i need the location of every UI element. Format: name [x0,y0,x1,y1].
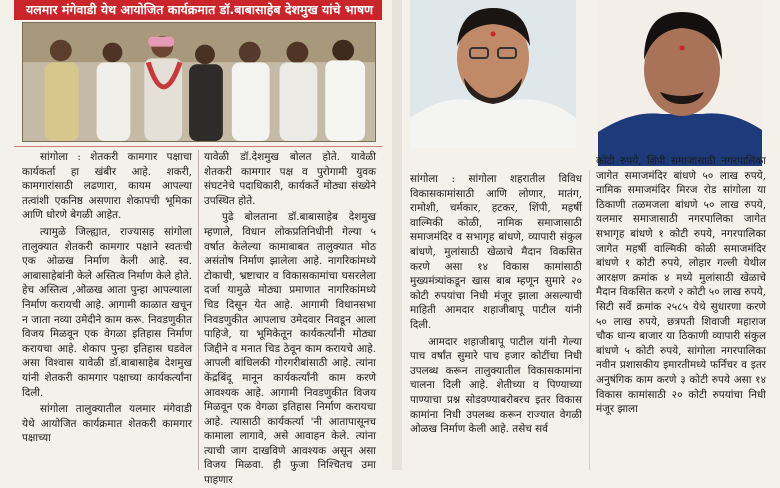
portrait-photo-1 [410,0,576,148]
paragraph: पुढे बोलताना डॉ.बाबासाहेब देशमुख म्हणाले, विधान लोकप्रतिनिधीनी गेल्या ५ वर्षात केलेल्या कामाबाबत तालुक्यात मोठ असंतोष निर्माण झालेला आहे. नागरिकांमध्ये टोकाची, भ्रष्टाचार व विकासकामांचा घसरलेला दर्जा यामुळे मोठ्या प्रमाणात नागरिकांमध्ये चिड दिसून येत आहे. आगामी विधानसभा निवडणुकीत आपलाच उमेदवार निवडून आला पाहिजे, या भूमिकेतून कार्यकर्त्यांनी मोठ्या जिद्दीने व मनात चिड ठेवून काम करायचे आहे. आपली बांधिलकी गोरगरीबांसाठी आहे. त्यांना केंद्रबिंदू मानून कार्यकर्त्यांनी काम करणे आवश्यक आहे. आगामी निवडणुकीत विजय मिळवून एक वेगळा इतिहास निर्माण करायचा आहे. त्यासाठी कार्यकर्त्या 'नी आतापासूनच कामाला लागावे, असे आवाहन केले. त्यांना त्याची जाग दाखविणे आवश्यक असून असा विजय मिळवा. ही फुजा निश्चितच उमा पाहणार [204,211,376,487]
article-divider [14,146,382,147]
column-rule [589,170,590,470]
paragraph: कोटी रुपये, शिंपी समाजासाठी नगरपालिका जागेत समाजमंदिर बांधणे ५० लाख रुपये, नामिक समाजमंदिर मिरज रोड सांगोला या ठिकाणी तळमजला बांधणे ५० लाख रुपये, यलमार समाजासाठी नगरपालिका जागेत सभागृह बांधणे १ कोटी रुपये, नगरपालिका जागेत महर्षी वाल्मिकी कोळी समाजमंदिर बांधणे १ कोटी रुपये, लोहार गल्ली येथील आरक्षण क्रमांक ४ मध्ये मुलांसाठी खेळाचे मैदान विकसित करणे २ कोटी ५० लाख रुपये, सिटी सर्वे क्रमांक २५८५ येथे सुधारणा करणे ५० लाख रुपये, छत्रपती शिवाजी महाराज चौक धान्य बाजार या ठिकाणी व्यापारी संकुल बांधणे ५ कोटी रुपये, सांगोला नगरपालिका नवीन प्रशासकीय इमारतीमध्ये फर्निचर व इतर अनुषंगिक काम करणे ३ कोटी रुपये असा १४ विकास कामांसाठी २० कोटी रुपयांचा निधी मंजूर झाला [596,155,766,416]
article-headline: यलमार मंगेवाडी येथ आयोजित कार्यक्रमात डॉ.बाबासाहेब देशमुख यांचे भाषण [14,0,382,20]
paragraph: सांगोला : शेतकरी कामगार पक्षाचा कार्यकर्ता हा खंबीर आहे. शकरी, कामगारांसाठी लढणारा, कायम आपल्या तत्वांशी एकनिष्ठ असणारा शेकापची भूमिका आणि धोरणे बेगळी आहेत. [22,151,192,222]
group-photo [22,22,376,142]
portrait-photo-2 [598,0,762,166]
paragraph: सांगोला : सांगोला शहरातील विविध विकासकामांसाठी आणि लोणार, मातंग, रामोशी, चर्मकार, हटकर, शिंपी, महर्षी वाल्मिकी कोळी, नामिक समाजासाठी समाजमंदिर व सभागृह बांधणे, व्यापारी संकुल बांधणे, मुलांसाठी खेळाचे मैदान विकसित करणे असा १४ विकास कामांसाठी मुख्यमंत्र्यांकडून खास बाब म्हणून सुमारे २० कोटी रुपयांचा निधी मंजूर झाला असल्याची माहिती आमदार शहाजीबापू पाटील यांनी दिली. [410,173,582,331]
right-article-column-2 [596,154,766,470]
right-article-column-1 [410,172,582,470]
left-article-column-1 [22,150,192,470]
paragraph: सांगोला तालुक्यातील यलमार मंगेवाडी येथे आयोजित कार्यक्रमात शेतकरी कामगार पक्षाच्या [22,403,192,445]
paragraph: आमदार शहाजीबापू पाटील यांनी गेल्या पाच वर्षांत सुमारे पाच हजार कोटींचा निधी उपलब्ध करून तालुक्यातील विकासकामांना चालना दिली आहे. शेतीच्या व पिण्याच्या पाण्याचा प्रश्न सोडवण्याबरोबरच इतर विकास कामांना निधी उपलब्ध करून राज्यात वेगळी ओळख निर्माण केली आहे. तसेच सर्व [410,335,582,436]
page-gutter [392,0,402,470]
left-article-column-2 [204,150,376,487]
left-article [14,0,382,487]
paragraph: त्यामुळे जिल्ह्यात, राज्यासह सांगोला तालुक्यात शेतकरी कामगार पक्षाने स्वतःची एक ओळख निर्माण केली आहे. स्व. आबासाहेबांनी केले अस्तित्व निर्माण केले होते. हेच अस्तित्व ,ओळख आता पुन्हा आपल्याला निर्माण करायची आहे. आगामी काळात खचून न जाता नव्या उमेदीने काम करू. निवडणुकीत विजय मिळवून एक वेगळा इतिहास निर्माण करायचा आहे. शेकाप पुन्हा इतिहास घडवेल असा विश्वास यावेळी डॉ.बाबासाहेब देशमुख यांनी शेतकरी कामगार पक्षाच्या कार्यकर्त्यांना दिली. [22,225,192,399]
paragraph: यावेळी डॉ.देशमुख बोलत होते. यावेळी शेतकरी कामगार पक्ष व पुरोगामी युवक संघटनेचे पदाधिकारी, कार्यकर्ते मोठ्या संख्येने उपस्थित होते. [204,151,376,207]
column-rule [198,150,199,470]
